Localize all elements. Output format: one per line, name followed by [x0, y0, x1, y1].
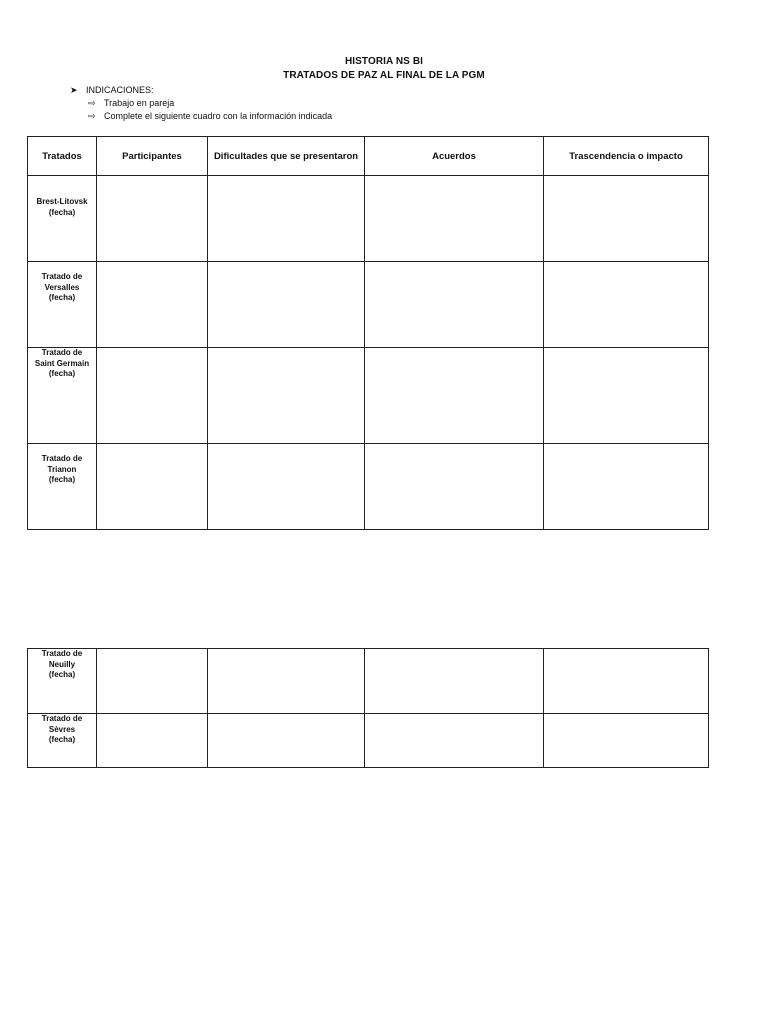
trascendencia-cell[interactable]	[544, 262, 709, 348]
document-title: HISTORIA NS BI	[344, 56, 424, 67]
row-label-line: (fecha)	[48, 475, 76, 484]
header-cell: Acuerdos	[365, 137, 544, 176]
row-label-line: Saint Germain	[34, 358, 90, 368]
instruction-item	[88, 110, 332, 122]
dificultades-cell[interactable]	[208, 714, 365, 768]
row-label-line: Tratado de	[41, 649, 83, 658]
acuerdos-cell[interactable]	[365, 176, 544, 262]
acuerdos-cell[interactable]	[365, 649, 544, 714]
dificultades-cell[interactable]	[208, 649, 365, 714]
row-label-line: Tratado de	[41, 272, 83, 281]
table-row	[28, 444, 709, 530]
table-row	[28, 262, 709, 348]
header-cell: Participantes	[97, 137, 208, 176]
row-label-line: (fecha)	[48, 369, 76, 378]
dificultades-cell[interactable]	[208, 176, 365, 262]
row-label-line: Tratado de	[41, 714, 83, 723]
acuerdos-cell[interactable]	[365, 348, 544, 444]
dificultades-cell[interactable]	[208, 444, 365, 530]
instruction-text: Complete el siguiente cuadro con la información indicada	[104, 111, 333, 121]
participantes-cell[interactable]	[97, 348, 208, 444]
participantes-cell[interactable]	[97, 262, 208, 348]
row-label	[28, 348, 97, 444]
acuerdos-cell[interactable]	[365, 444, 544, 530]
trascendencia-cell[interactable]	[544, 348, 709, 444]
outline-arrow-bullet-icon: ⇨	[88, 111, 96, 121]
row-label-line: Tratado de	[41, 454, 83, 463]
header-cell: Trascendencia o impacto	[544, 137, 709, 176]
arrowhead-bullet-icon: ➤	[70, 85, 78, 95]
row-label	[28, 444, 97, 530]
row-label-line: Brest-Litovsk	[36, 197, 88, 206]
trascendencia-cell[interactable]	[544, 444, 709, 530]
row-label	[28, 714, 97, 768]
participantes-cell[interactable]	[97, 649, 208, 714]
row-label	[28, 176, 97, 262]
row-label-line: (fecha)	[48, 293, 76, 302]
row-label-line: Sèvres	[48, 724, 76, 734]
table-row	[28, 176, 709, 262]
row-label-line: Trianon	[47, 464, 77, 474]
trascendencia-cell[interactable]	[544, 649, 709, 714]
document-subtitle: TRATADOS DE PAZ AL FINAL DE LA PGM	[283, 70, 485, 81]
treaties-table-continued	[27, 648, 709, 768]
instruction-text: Trabajo en pareja	[104, 98, 175, 108]
acuerdos-cell[interactable]	[365, 714, 544, 768]
row-label-line: (fecha)	[48, 670, 76, 679]
acuerdos-cell[interactable]	[365, 262, 544, 348]
dificultades-cell[interactable]	[208, 262, 365, 348]
table-row	[28, 714, 709, 768]
participantes-cell[interactable]	[97, 444, 208, 530]
row-label	[28, 262, 97, 348]
table-header-row	[28, 137, 709, 176]
header-cell: Dificultades que se presentaron	[208, 137, 365, 176]
treaties-table	[27, 136, 709, 530]
row-label	[28, 649, 97, 714]
row-label-line: Neuilly	[48, 659, 76, 669]
instructions-heading-row	[70, 84, 154, 96]
trascendencia-cell[interactable]	[544, 714, 709, 768]
row-label-line: (fecha)	[48, 735, 76, 744]
row-label-line: Tratado de	[41, 348, 83, 357]
instructions-heading: INDICACIONES:	[86, 85, 154, 95]
participantes-cell[interactable]	[97, 176, 208, 262]
instruction-item	[88, 97, 174, 109]
outline-arrow-bullet-icon: ⇨	[88, 98, 96, 108]
row-label-line: (fecha)	[48, 207, 76, 217]
dificultades-cell[interactable]	[208, 348, 365, 444]
participantes-cell[interactable]	[97, 714, 208, 768]
table-row	[28, 348, 709, 444]
table-row	[28, 649, 709, 714]
header-cell: Tratados	[28, 137, 97, 176]
trascendencia-cell[interactable]	[544, 176, 709, 262]
row-label-line: Versalles	[44, 282, 80, 292]
